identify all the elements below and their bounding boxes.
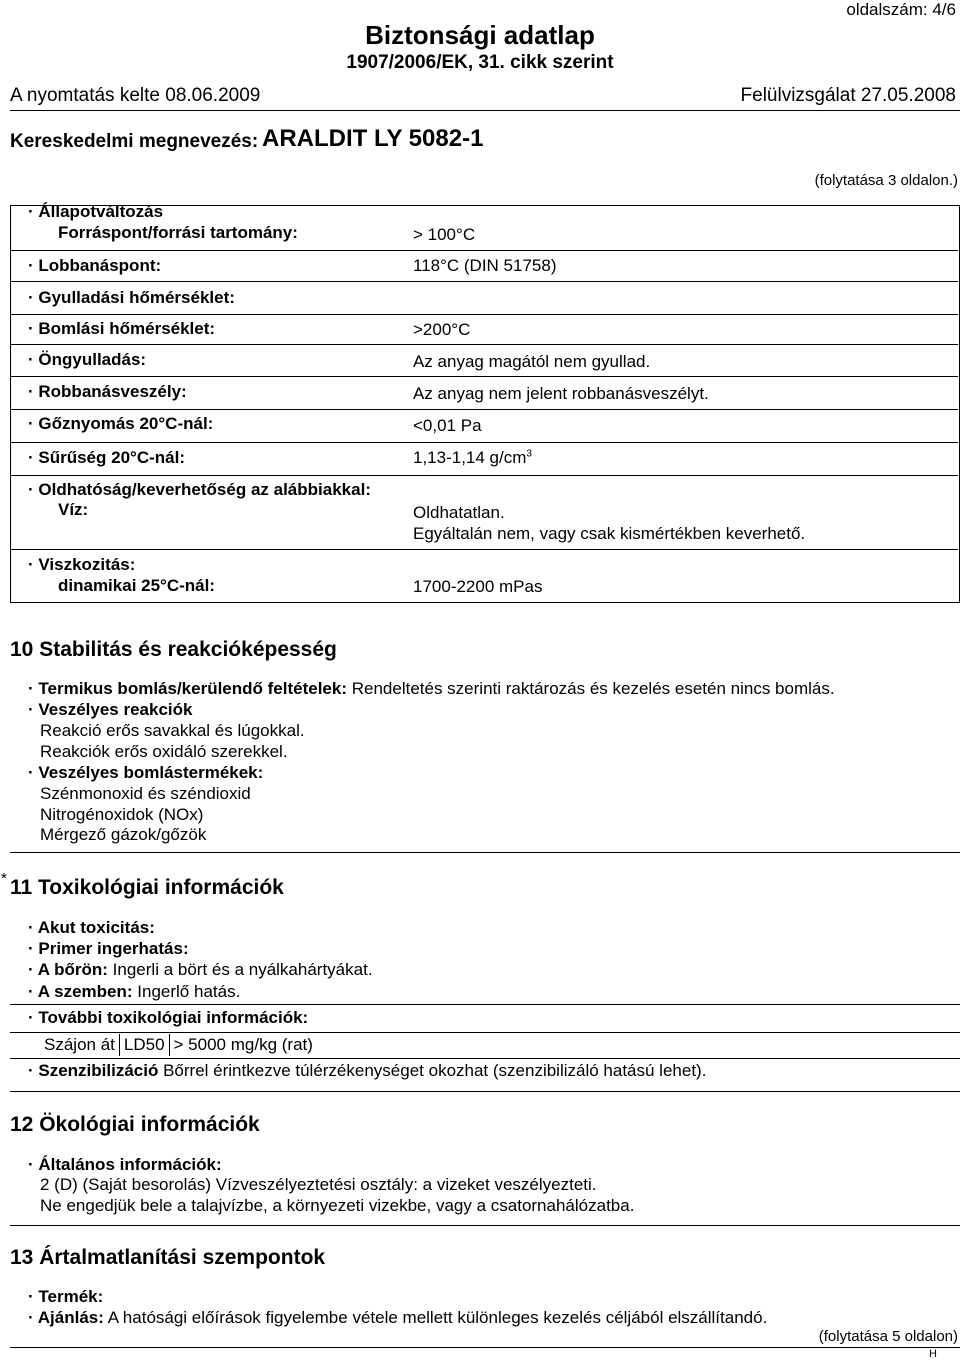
water-value-1: Oldhatatlan. [413,503,505,522]
vapour-pressure-value: <0,01 Pa [413,416,482,435]
section-12-title: 12 Ökológiai információk [10,1113,260,1136]
dangerous-reactions-label: · Veszélyes reakciók [28,700,193,719]
boiling-label: Forráspont/forrási tartomány: [58,223,298,242]
solubility-label: · Oldhatóság/keverhetőség az alábbiakkal: [28,480,371,499]
footer-mark: H [929,1348,937,1360]
section-13-title: 13 Ártalmatlanítási szempontok [10,1246,326,1269]
primary-irritation-label: · Primer ingerhatás: [28,939,189,958]
section-divider [10,852,960,853]
ignition-temp-label: · Gyulladási hőmérséklet: [28,288,235,307]
thermal-decomposition [28,679,835,699]
document-title: Biztonsági adatlap [365,20,595,50]
eye-label: · A szemben: [28,982,133,1001]
product-label: · Termék: [28,1287,104,1306]
print-date: A nyomtatás kelte 08.06.2009 [10,85,261,106]
density-value [413,448,532,468]
section-11-title: 11 Toxikológiai információk [10,876,284,899]
ld50-route: Szájon át [44,1035,115,1054]
flash-point-label: · Lobbanáspont: [28,256,162,275]
sensitization [28,1061,706,1081]
skin-label: · A bőrön: [28,960,108,979]
ecology-line-2: Ne engedjük bele a talajvízbe, a környezeti vizekbe, vagy a csatornahálózatba. [40,1196,635,1215]
self-ignition-label: · Öngyulladás: [28,350,147,369]
acute-toxicity-label: · Akut toxicitás: [28,918,155,937]
recommendation-label: · Ajánlás: [28,1308,104,1327]
recommendation [28,1308,767,1328]
decomposition-temp-label: · Bomlási hőmérséklet: [28,319,216,338]
explosion-label: · Robbanásveszély: [28,382,187,401]
row-separator [11,344,958,345]
decomposition-temp-value: >200°C [413,320,471,339]
regulation-line: 1907/2006/EK, 31. cikk szerint [346,52,614,73]
reaction-2: Reakciók erős oxidáló szerekkel. [40,742,288,761]
general-info-label: · Általános információk: [28,1155,222,1174]
table-row [40,1034,317,1056]
skin-value: Ingerli a bört és a nyálkahártyákat. [112,960,373,979]
row-separator [10,1058,960,1059]
density-unit-exponent: 3 [526,448,532,460]
section-divider [10,1091,960,1092]
eye-value: Ingerlő hatás. [137,982,241,1001]
row-separator [11,549,958,550]
density-label: · Sűrűség 20°C-nál: [28,448,185,467]
continued-to: (folytatása 5 oldalon) [818,1328,958,1345]
density-number: 1,13-1,14 g/cm [413,448,527,467]
row-separator [10,1004,960,1005]
dynamic-viscosity-value: 1700-2200 mPas [413,577,543,596]
explosion-value: Az anyag nem jelent robbanásveszélyt. [413,384,709,403]
row-separator [11,250,958,251]
viscosity-label: · Viszkozitás: [28,555,136,574]
row-separator [11,281,958,282]
ld50-table [40,1034,317,1056]
continued-from: (folytatása 3 oldalon.) [814,172,958,189]
further-toxicology-label: · További toxikológiai információk: [28,1008,309,1027]
boiling-value: > 100°C [413,225,476,244]
trade-name: ARALDIT LY 5082-1 [262,125,484,152]
reaction-1: Reakció erős savakkal és lúgokkal. [40,721,305,740]
decomposition-products-label: · Veszélyes bomlástermékek: [28,763,264,782]
sensitization-value: Bőrrel érintkezve túlérzékenységet okozhat (szenzibilizáló hatású lehet). [163,1061,707,1080]
water-label: Víz: [58,500,89,519]
row-separator [11,475,958,476]
page-number: oldalszám: 4/6 [846,0,956,19]
self-ignition-value: Az anyag magától nem gyullad. [413,352,651,371]
eye-effect [28,982,240,1002]
row-separator [11,314,958,315]
section-10-title: 10 Stabilitás és reakcióképesség [10,638,337,661]
section-divider [10,1225,960,1226]
footer-divider [10,1347,960,1348]
ld50-type: LD50 [119,1034,169,1056]
dynamic-viscosity-label: dinamikai 25°C-nál: [58,576,216,595]
state-change-label: · Állapotváltozás [28,202,164,221]
header-divider [10,110,960,111]
recommendation-value: A hatósági előírások figyelembe vétele mellett különleges kezelés céljából elszállítandó. [107,1308,768,1327]
product-2: Nitrogénoxidok (NOx) [40,805,204,824]
vapour-pressure-label: · Gőznyomás 20°C-nál: [28,414,214,433]
row-separator [11,409,958,410]
skin-effect [28,960,373,980]
product-1: Szénmonoxid és széndioxid [40,784,251,803]
ld50-value: > 5000 mg/kg (rat) [169,1034,317,1056]
row-separator [11,376,958,377]
ecology-line-1: 2 (D) (Saját besorolás) Vízveszélyeztetési osztály: a vizeket veszélyezteti. [40,1175,597,1194]
row-separator [11,442,958,443]
row-separator [10,1032,960,1033]
product-3: Mérgező gázok/gőzök [40,825,207,844]
revision-date: Felülvizsgálat 27.05.2008 [740,85,956,106]
thermal-decomposition-value: Rendeltetés szerinti raktározás és kezelés esetén nincs bomlás. [351,679,835,698]
thermal-decomposition-label: · Termikus bomlás/kerülendő feltételek: [28,679,347,698]
sensitization-label: · Szenzibilizáció [28,1061,159,1080]
flash-point-value: 118°C (DIN 51758) [413,256,557,275]
change-marker: * [1,870,7,887]
water-value-2: Egyáltalán nem, vagy csak kismértékben keverhető. [413,524,806,543]
trade-name-label: Kereskedelmi megnevezés: [10,131,259,152]
